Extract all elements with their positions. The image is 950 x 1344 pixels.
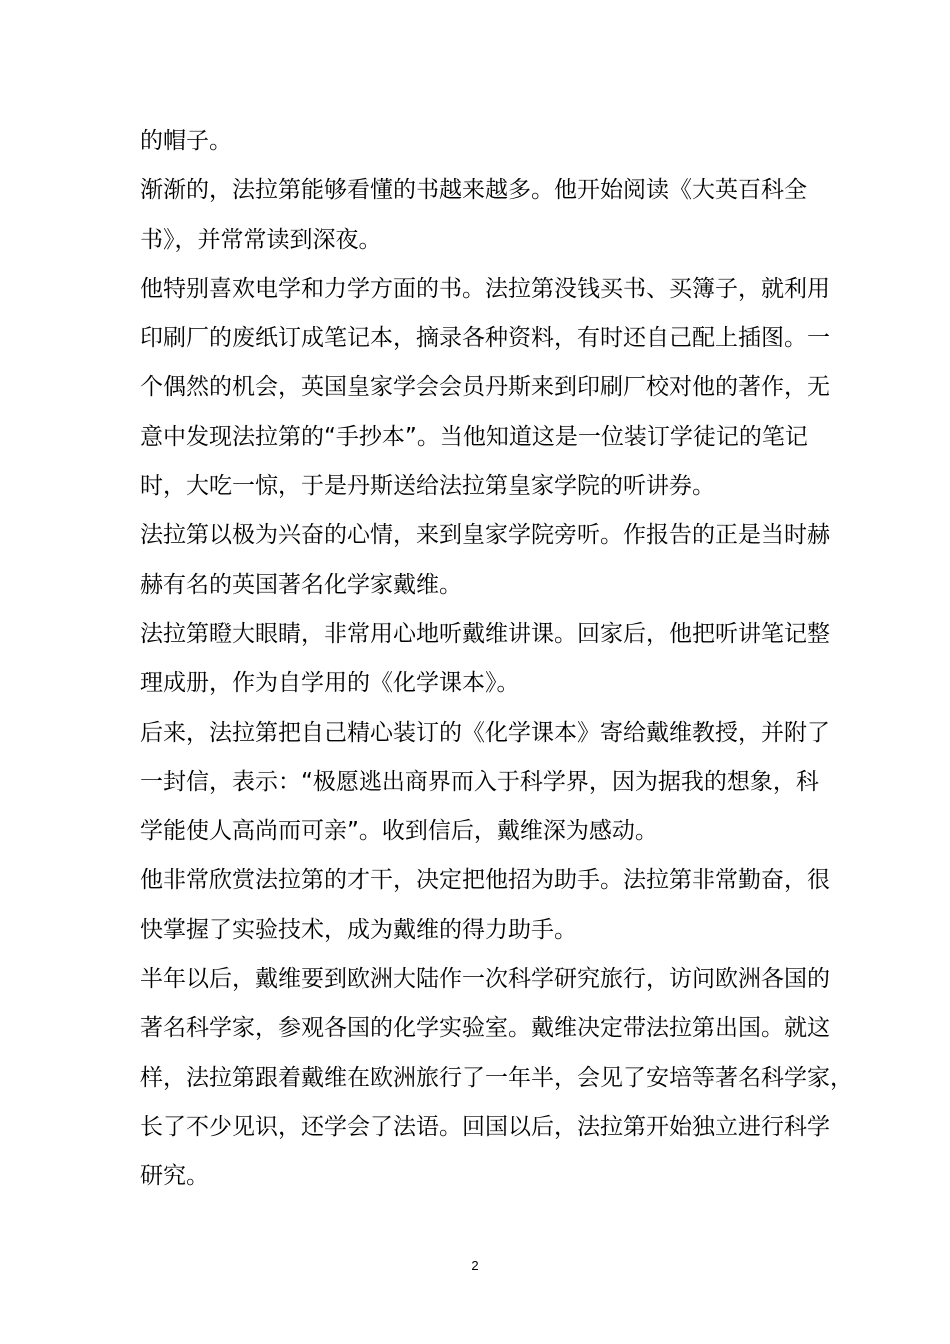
text-line: 理成册，作为自学用的《化学课本》。 xyxy=(140,670,520,697)
text-line: 一封信，表示：“极愿逃出商界而入于科学界，因为据我的想象，科 xyxy=(140,768,819,795)
text-line: 赫有名的英国著名化学家戴维。 xyxy=(140,571,462,598)
paragraph xyxy=(140,117,824,166)
text-line: 渐渐的，法拉第能够看懂的书越来越多。他开始阅读《大英百科全 xyxy=(140,177,807,204)
text-line: 书》，并常常读到深夜。 xyxy=(140,226,382,253)
paragraph xyxy=(140,511,830,610)
text-line: 意中发现法拉第的“手抄本”。当他知道这是一位装订学徒记的笔记 xyxy=(140,423,808,450)
body-text xyxy=(140,117,853,1202)
text-line: 法拉第以极为兴奋的心情，来到皇家学院旁听。作报告的正是当时赫 xyxy=(140,522,830,549)
paragraph xyxy=(140,955,853,1201)
text-line: 个偶然的机会，英国皇家学会会员丹斯来到印刷厂校对他的著作，无 xyxy=(140,374,830,401)
text-line: 后来，法拉第把自己精心装订的《化学课本》寄给戴维教授，并附了 xyxy=(140,719,830,746)
text-line: 样，法拉第跟着戴维在欧洲旅行了一年半，会见了安培等著名科学家， xyxy=(140,1064,853,1091)
text-line: 法拉第瞪大眼睛，非常用心地听戴维讲课。回家后，他把听讲笔记整 xyxy=(140,620,830,647)
text-line: 著名科学家，参观各国的化学实验室。戴维决定带法拉第出国。就这 xyxy=(140,1015,830,1042)
text-line: 他非常欣赏法拉第的才干，决定把他招为助手。法拉第非常勤奋，很 xyxy=(140,867,830,894)
paragraph xyxy=(140,610,830,709)
text-line: 学能使人高尚而可亲”。收到信后，戴维深为感动。 xyxy=(140,818,658,845)
paragraph xyxy=(140,856,830,955)
text-line: 研究。 xyxy=(140,1163,209,1190)
paragraph xyxy=(140,709,830,857)
page-number: 2 xyxy=(471,1258,479,1273)
text-line: 半年以后，戴维要到欧洲大陆作一次科学研究旅行，访问欧洲各国的 xyxy=(140,966,830,993)
text-line: 他特别喜欢电学和力学方面的书。法拉第没钱买书、买簿子，就利用 xyxy=(140,275,830,302)
text-line: 长了不少见识，还学会了法语。回国以后，法拉第开始独立进行科学 xyxy=(140,1113,830,1140)
text-line: 印刷厂的废纸订成笔记本，摘录各种资料，有时还自己配上插图。一 xyxy=(140,325,830,352)
text-line: 的帽子。 xyxy=(140,128,232,154)
text-line: 时，大吃一惊，于是丹斯送给法拉第皇家学院的听讲券。 xyxy=(140,473,715,500)
text-line: 快掌握了实验技术，成为戴维的得力助手。 xyxy=(140,916,577,943)
paragraph xyxy=(140,265,830,511)
paragraph xyxy=(140,166,824,265)
